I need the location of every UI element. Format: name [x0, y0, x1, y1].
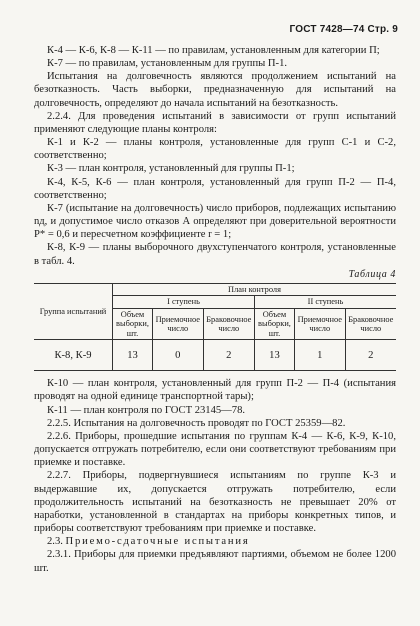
paragraph: К-4, К-5, К-6 — план контроля, установленный для групп П-2 — П-4, соответственно; [34, 176, 396, 201]
table-row [34, 340, 396, 371]
section-number: 2.3. [47, 536, 63, 548]
paragraph: К-1 и К-2 — планы контроля, установленные для групп С-1 и С-2, соответственно; [34, 137, 396, 162]
paragraph: К-4 — К-6, К-8 — К-11 — по правилам, установленным для категории П; [47, 45, 380, 56]
document-body [34, 44, 396, 575]
cell-a2: 1 [294, 340, 345, 371]
paragraph: 2.2.6. Приборы, прошедшие испытания по группам К-4 — К-6, К-9, К-10, допускается отгружать потребителю, если они соответствуют требованиям при приемке и поставке. [34, 430, 396, 469]
cell-a1: 0 [152, 340, 203, 371]
col-accept-2: Приемочное число [294, 308, 345, 340]
paragraph: 2.2.4. Для проведения испытаний в зависимости от групп испытаний применяют следующие планы контроля: [34, 110, 396, 135]
paragraph: К-8, К-9 — планы выборочного двухступенчатого контроля, установленные в табл. 4. [34, 242, 396, 267]
col-reject-1: Браковочное число [203, 308, 254, 340]
paragraph: 2.2.7. Приборы, подвергнувшиеся испытаниям по группе К-3 и выдержавшие их, допускается отгружать потребителю, если продолжительность испытаний на безотказность не превышает 20% от наработки, установленной в стандартах на приборы конкретных типов, и приборы соответствуют требованиям при приемке и поставке. [34, 470, 396, 535]
col-accept-1: Приемочное число [152, 308, 203, 340]
paragraph: К-11 — план контроля по ГОСТ 23145—78. [47, 404, 246, 416]
cell-r2: 2 [345, 340, 396, 371]
paragraph: К-3 — план контроля, установленный для группы П-1; [47, 163, 295, 175]
stage1-header: I ступень [113, 296, 255, 309]
group-header: Группа испытаний [34, 283, 113, 340]
paragraph: Испытания на долговечность являются продолжением испытаний на безотказность. Часть выборки, предназначенную для испытаний на долговечность, определяют до начала испытаний на безотказность. [34, 71, 396, 109]
stage2-header: II ступень [254, 296, 396, 309]
plan-header: План контроля [113, 283, 397, 296]
col-volume-1: Объем выборки, шт. [113, 308, 153, 340]
cell-group: К-8, К-9 [34, 340, 113, 371]
paragraph: 2.2.5. Испытания на долговечность проводят по ГОСТ 25359—82. [47, 417, 346, 429]
cell-v1: 13 [113, 340, 153, 371]
table-caption: Таблица 4 [348, 268, 396, 280]
col-volume-2: Объем выборки, шт. [254, 308, 294, 340]
control-plan-table [34, 283, 396, 372]
paragraph: К-7 — по правилам, установленным для группы П-1. [47, 58, 288, 70]
paragraph: К-10 — план контроля, установленный для групп П-2 — П-4 (испытания проводят на одной единице транспортной тары); [34, 378, 396, 403]
col-reject-2: Браковочное число [345, 308, 396, 340]
paragraph: 2.3.1. Приборы для приемки предъявляют партиями, объемом не более 1200 шт. [34, 549, 396, 574]
cell-v2: 13 [254, 340, 294, 371]
paragraph: К-7 (испытание на долговечность) число приборов, подлежащих испытанию nд, и допустимое число отказов А определяют при доверительной вероятности Р* = 0,6 и пересчетном коэффициенте r = 1; [34, 202, 396, 241]
page-header: ГОСТ 7428—74 Стр. 9 [289, 24, 398, 35]
section-title: Приемо-сдаточные испытания [65, 536, 250, 548]
section-heading [34, 535, 396, 548]
cell-r1: 2 [203, 340, 254, 371]
